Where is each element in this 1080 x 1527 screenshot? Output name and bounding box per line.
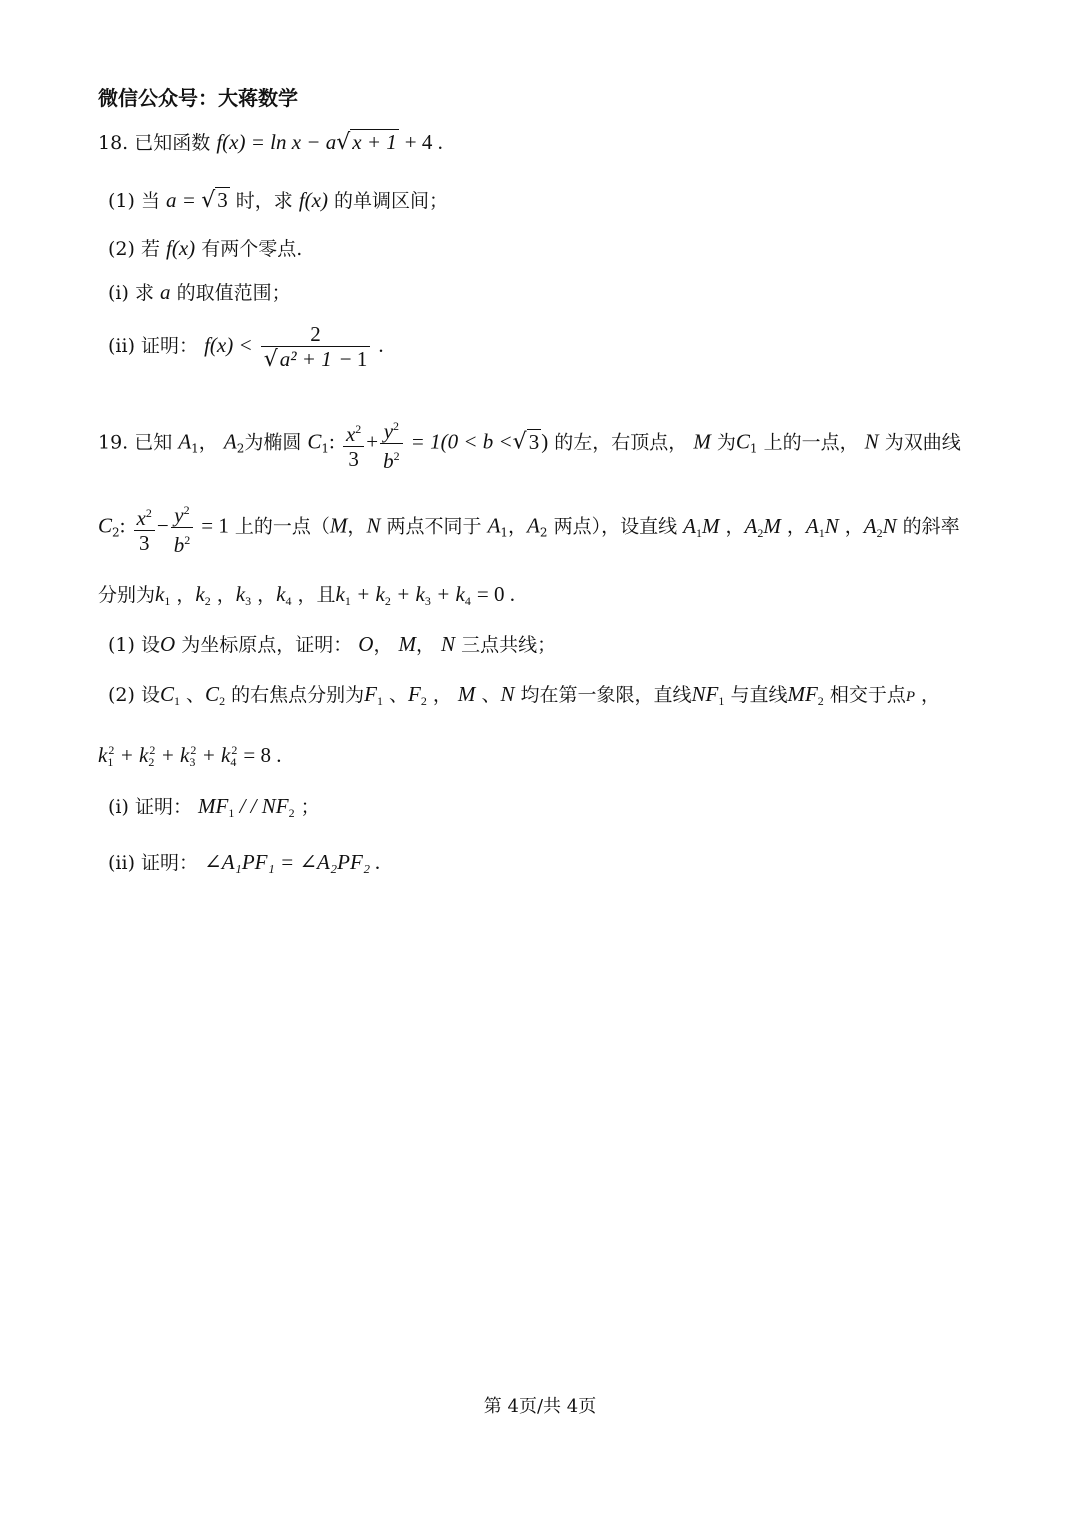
q19-part2-ii: (ii) 证明： ∠A₁PF₁ = ∠A₂PF₂ . [108,850,381,874]
q19-part2: (2) 设$C_1$ 、$C_2$ 的右焦点分别为$F_1$ 、$F_2$ ， M 、N 均在第一象限，直线$NF_1$ 与直线$MF_2$ 相交于点P ， [108,682,941,708]
q19-line1: 19. 已知 $A_1$， $A_2$为椭圆 $C_1$: $\frac{x^2}{3}$ + $\frac{y^2}{b^2}$ = 1(0 < b <√3) 的左，右顶点， M 为$C_1$ 上的一点， N 为双曲线 [98,414,961,473]
q18-part1: (1) 当 a = √3 时，求 f(x) 的单调区间； [108,188,449,213]
q18-part2: (2) 若 f(x) 有两个零点. [108,236,303,260]
q18-fraction: $\frac{2}{\text{√a² + 1 − 1}}$ [261,322,371,372]
q18-part2-ii: (ii) 证明： f(x) < $\frac{2}{\text{√a² + 1 − 1}}$ . [108,322,384,372]
q19-line2: $C_2$: $\frac{x^2}{3}$ − $\frac{y^2}{b^2}$ = 1 上的一点（M，N 两点不同于 $A_1$，$A_2$ 两点），设直线 $A_1M$ ，$A_2M$ ，$A_1N$ ，$A_2N$ 的斜率 [98,498,960,557]
q19-number: 19. [98,431,129,454]
q18-number: 18. [98,132,129,154]
q18-function: f(x) = ln x − a [216,130,337,154]
q19-line3: 分别为$k_1$ ，$k_2$ ，$k_3$ ，$k_4$ ，且$k_1 + k_2 + k_3 + k_4 = 0$ . [98,582,515,608]
q19-part2-i: (i) 证明： $MF_1$ / / $NF_2$ ； [108,794,320,820]
q18-part2-i: (i) 求 a 的取值范围； [108,280,291,304]
q19-part2-condition: $k_1^2 + k_2^2 + k_3^2 + k_4^2 = 8$ . [98,743,282,769]
wechat-header: 微信公众号：大蒋数学 [98,86,298,110]
page-footer: 第 4页/共 4页 [483,1396,597,1417]
q18-stem: 18. 已知函数 f(x) = ln x − a√x + 1 + 4 . [98,130,443,155]
q19-part1: (1) 设O 为坐标原点，证明： O， M， N 三点共线； [108,632,557,656]
